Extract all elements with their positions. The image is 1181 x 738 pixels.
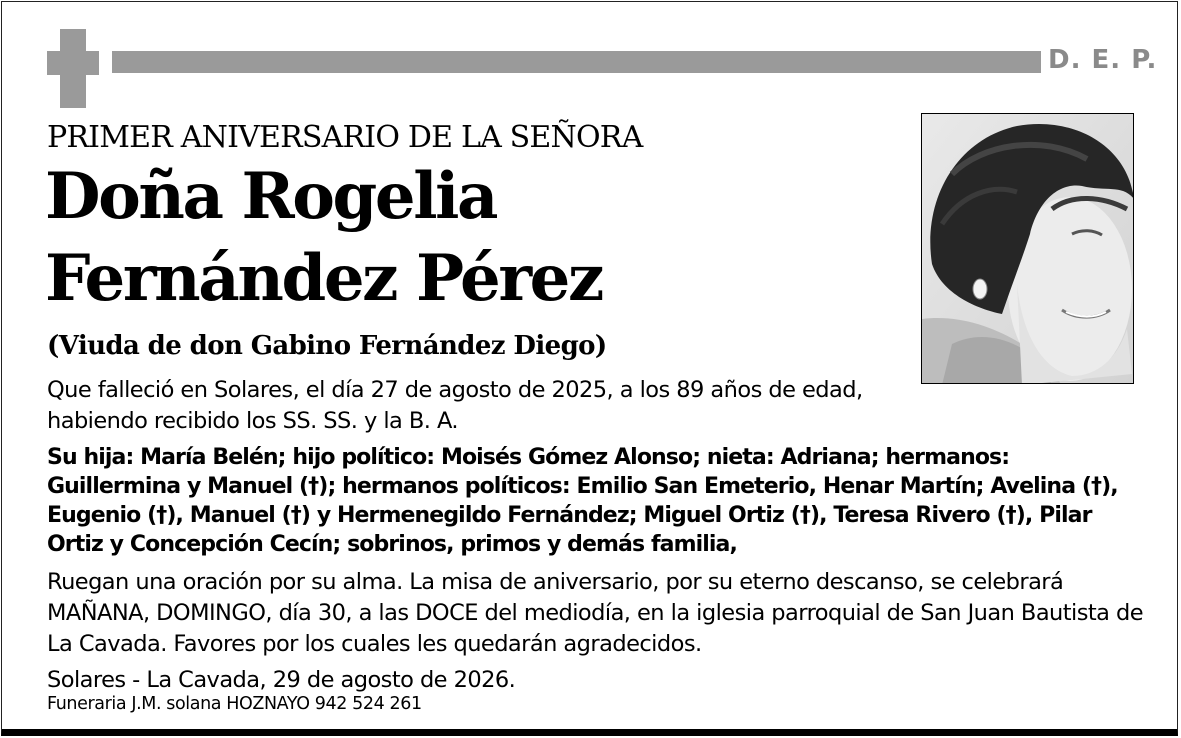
anniversary-subtitle: PRIMER ANIVERSARIO DE LA SEÑORA: [47, 120, 643, 155]
header-rule: [112, 51, 1041, 73]
deceased-name-line2: Fernández Pérez: [45, 241, 602, 316]
portrait-image: [922, 114, 1134, 384]
portrait-photo: [921, 113, 1134, 384]
deceased-name-line1: Doña Rogelia: [45, 159, 497, 234]
mass-notice: Ruegan una oración por su alma. La misa de aniversario, por su eterno descanso, se celebrará MAÑANA, DOMINGO, día 30, a las DOCE del mediodía, en la iglesia parroquial de San Juan Bautista de La Cavada. Favores por los cuales les quedarán agradecidos.: [47, 569, 1144, 657]
funeral-home: Funeraria J.M. solana HOZNAYO 942 524 261: [47, 694, 422, 714]
widow-note: (Viuda de don Gabino Fernández Diego): [47, 331, 607, 361]
family-list: Su hija: María Belén; hijo político: Moisés Gómez Alonso; nieta: Adriana; hermanos: Guillermina y Manuel (†); hermanos políticos: Emilio San Emeterio, Henar Martín; Avelina (†), Eugenio (†), Manuel (†) y Hermenegildo Fernández; Miguel Ortiz (†), Teresa Rivero (†), Pilar Ortiz y Concepción Cecín; sobrinos, primos y demás familia,: [47, 445, 1118, 557]
dep-label: D. E. P.: [1048, 45, 1158, 75]
death-notice: Que falleció en Solares, el día 27 de agosto de 2025, a los 89 años de edad, habiendo recibido los SS. SS. y la B. A.: [47, 377, 863, 434]
place-date: Solares - La Cavada, 29 de agosto de 2026.: [47, 667, 516, 693]
cross-icon-arm: [47, 51, 99, 75]
